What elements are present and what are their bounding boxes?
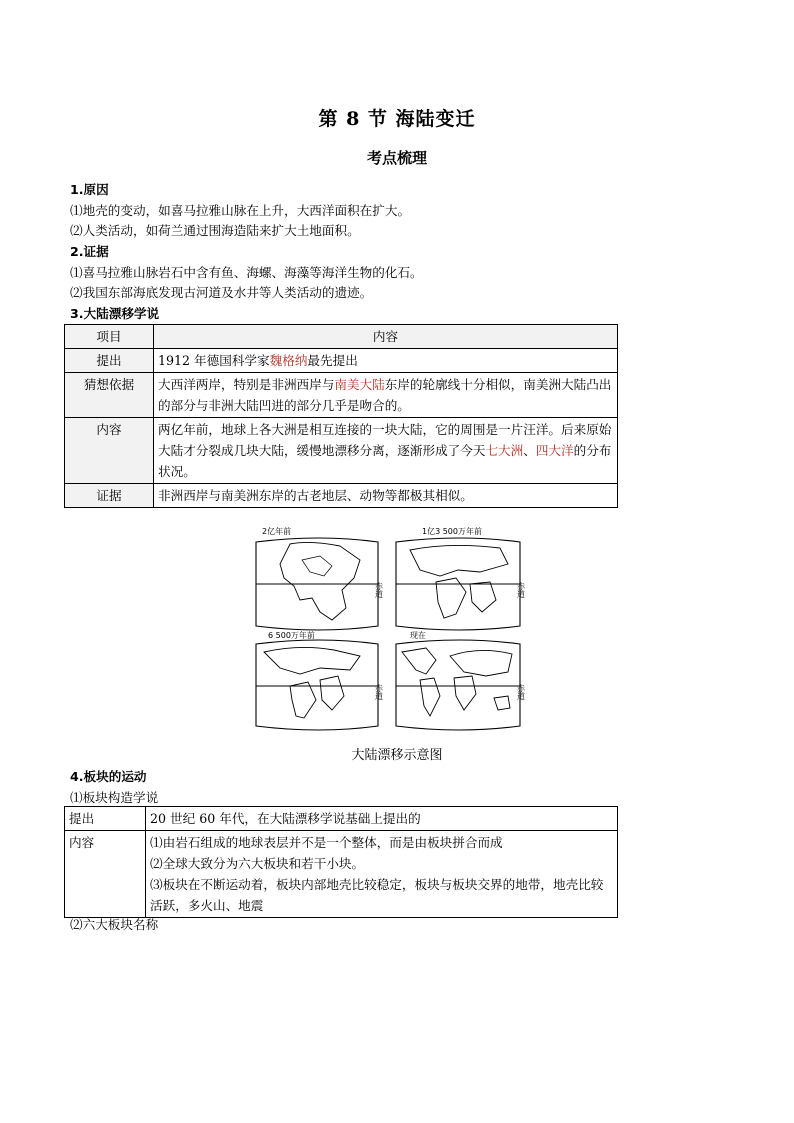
table-row [65,807,618,831]
text-span: 、 [523,443,536,458]
highlight-text: 南美大陆 [334,377,385,392]
text-line: ⑵我国东部海底发现古河道及水井等人类活动的遗迹。 [70,285,373,300]
panel-label: 2亿年前 [262,527,292,536]
section-heading: 3.大陆漂移学说 [70,306,160,321]
row-content [154,349,618,373]
text-span: 1912 年德国科学家 [158,353,270,368]
text-line: ⑴喜马拉雅山脉岩石中含有鱼、海螺、海藻等海洋生物的化石。 [70,264,423,280]
subheading: ⑵六大板块名称 [70,917,159,932]
text-span: 的分布状况。 [158,443,612,479]
text-span: 两亿年前，地球上各大洲是相互连接的一块大陆，它的周围是一片汪洋。后来原始大陆才分裂成几块大陆，缓慢地漂移分离，逐渐形成了今天 [158,422,612,458]
plate-tectonics-table [64,806,618,918]
highlight-text: 魏格纳 [269,353,308,368]
content-line: ⑶板块在不断运动着，板块内部地壳比较稳定，板块与板块交界的地带，地壳比较活跃，多火山、地震 [150,877,604,913]
text-span: 东岸的轮廓线十分相似，南美洲大陆凸出的部分与非洲大陆凹进的部分几乎是吻合的。 [158,377,612,413]
equator-label: 赤道 [374,684,384,700]
drift-table [64,324,618,508]
equator-label: 赤道 [516,684,526,700]
section-heading: 2.证据 [70,244,109,259]
row-label: 猜想依据 [65,373,154,418]
section-drift-heading [70,304,630,325]
continental-drift-figure [250,520,548,736]
text-line: ⑵人类活动，如荷兰通过围海造陆来扩大土地面积。 [70,223,360,238]
table-row [65,373,618,418]
highlight-text: 四大洋 [535,443,574,458]
row-content: 非洲西岸与南美洲东岸的古老地层、动物等都极其相似。 [154,484,618,508]
row-content: 20 世纪 60 年代，在大陆漂移学说基础上提出的 [146,807,618,831]
table-header-cell: 内容 [154,325,618,349]
page-subtitle: 考点梳理 [366,149,427,167]
table-header-cell: 项目 [65,325,154,349]
section-evidence [70,242,630,304]
map-panel-present [396,630,526,730]
section-heading: 1.原因 [70,182,109,197]
panel-label: 6 500万年前 [268,631,315,640]
row-label: 提出 [65,807,146,831]
content-line: ⑴由岩石组成的地球表层并不是一个整体，而是由板块拼合而成 [150,835,503,850]
table-header-row [65,325,618,349]
section-causes [70,180,630,242]
content-line: ⑵全球大致分为六大板块和若干小块。 [150,856,365,871]
text-line: ⑴地壳的变动，如喜马拉雅山脉在上升，大西洋面积在扩大。 [70,202,411,218]
section-plates [70,767,630,808]
panel-label: 现在 [410,631,426,640]
map-panel-200ma [256,526,384,630]
table-row [65,484,618,508]
subheading: ⑴板块构造学说 [70,789,159,805]
table-row [65,831,618,918]
table-row [65,418,618,484]
highlight-text: 七大洲 [485,443,524,458]
map-panel-135ma [396,526,526,630]
figure-caption: 大陆漂移示意图 [351,748,443,763]
row-label: 提出 [65,349,154,373]
row-content [154,373,618,418]
panel-label: 1亿3 500万年前 [422,527,482,536]
map-panel-65ma [256,630,384,730]
text-span: 最先提出 [307,353,358,368]
row-content [146,831,618,918]
text-span: 大西洋两岸，特别是非洲西岸与 [158,377,335,392]
section-heading: 4.板块的运动 [70,769,147,784]
equator-label: 赤道 [374,582,384,598]
page-title: 第 8 节 海陆变迁 [318,108,476,130]
row-label: 内容 [65,831,146,918]
equator-label: 赤道 [516,582,526,598]
row-label: 证据 [65,484,154,508]
row-content [154,418,618,484]
table-row [65,349,618,373]
row-label: 内容 [65,418,154,484]
